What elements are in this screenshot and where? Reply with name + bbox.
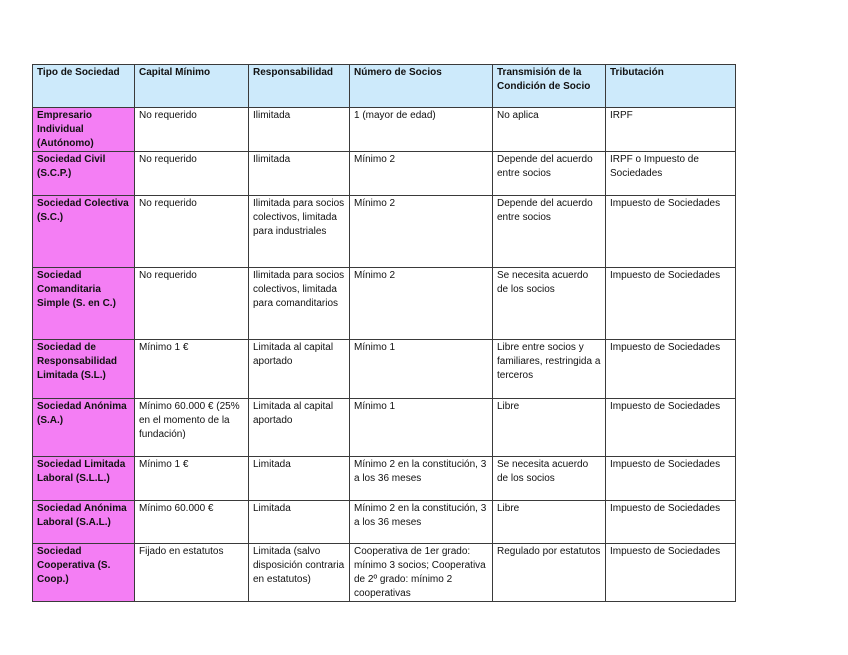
table-cell: IRPF o Impuesto de Sociedades bbox=[606, 152, 736, 196]
table-cell: Ilimitada para socios colectivos, limitada para industriales bbox=[249, 196, 350, 268]
table-cell: No requerido bbox=[135, 268, 249, 340]
table-cell: No requerido bbox=[135, 152, 249, 196]
table-cell: Limitada bbox=[249, 457, 350, 501]
table-cell: Impuesto de Sociedades bbox=[606, 340, 736, 399]
table-cell: Mínimo 60.000 € (25% en el momento de la fundación) bbox=[135, 399, 249, 457]
table-cell: IRPF bbox=[606, 108, 736, 152]
header-cell: Responsabilidad bbox=[249, 65, 350, 108]
table-row bbox=[33, 108, 736, 152]
header-cell: Tipo de Sociedad bbox=[33, 65, 135, 108]
table-cell: Mínimo 1 € bbox=[135, 457, 249, 501]
table-cell: Se necesita acuerdo de los socios bbox=[493, 268, 606, 340]
table-row bbox=[33, 268, 736, 340]
row-header-cell: Sociedad Anónima Laboral (S.A.L.) bbox=[33, 501, 135, 544]
table-cell: Impuesto de Sociedades bbox=[606, 457, 736, 501]
table-cell: Libre entre socios y familiares, restringida a terceros bbox=[493, 340, 606, 399]
table-cell: Mínimo 1 € bbox=[135, 340, 249, 399]
table-row bbox=[33, 457, 736, 501]
table-cell: 1 (mayor de edad) bbox=[350, 108, 493, 152]
table-cell: Mínimo 60.000 € bbox=[135, 501, 249, 544]
table-cell: Regulado por estatutos bbox=[493, 544, 606, 602]
table-cell: Fijado en estatutos bbox=[135, 544, 249, 602]
row-header-cell: Sociedad de Responsabilidad Limitada (S.L.) bbox=[33, 340, 135, 399]
company-types-table bbox=[32, 64, 736, 602]
table-cell: Impuesto de Sociedades bbox=[606, 399, 736, 457]
table-row bbox=[33, 501, 736, 544]
table-row bbox=[33, 152, 736, 196]
table-cell: No requerido bbox=[135, 196, 249, 268]
table-cell: Depende del acuerdo entre socios bbox=[493, 152, 606, 196]
row-header-cell: Sociedad Comanditaria Simple (S. en C.) bbox=[33, 268, 135, 340]
header-cell: Transmisión de la Condición de Socio bbox=[493, 65, 606, 108]
table-cell: Limitada al capital aportado bbox=[249, 399, 350, 457]
table-cell: Mínimo 2 bbox=[350, 268, 493, 340]
table-cell: Limitada bbox=[249, 501, 350, 544]
table-cell: Limitada (salvo disposición contraria en estatutos) bbox=[249, 544, 350, 602]
row-header-cell: Sociedad Cooperativa (S. Coop.) bbox=[33, 544, 135, 602]
row-header-cell: Sociedad Limitada Laboral (S.L.L.) bbox=[33, 457, 135, 501]
table-cell: Cooperativa de 1er grado: mínimo 3 socios; Cooperativa de 2º grado: mínimo 2 cooperativas bbox=[350, 544, 493, 602]
table-cell: Libre bbox=[493, 501, 606, 544]
table-cell: Ilimitada bbox=[249, 152, 350, 196]
row-header-cell: Empresario Individual (Autónomo) bbox=[33, 108, 135, 152]
row-header-cell: Sociedad Colectiva (S.C.) bbox=[33, 196, 135, 268]
row-header-cell: Sociedad Anónima (S.A.) bbox=[33, 399, 135, 457]
table-cell: Mínimo 2 en la constitución, 3 a los 36 meses bbox=[350, 457, 493, 501]
table-cell: Mínimo 1 bbox=[350, 399, 493, 457]
table-cell: Limitada al capital aportado bbox=[249, 340, 350, 399]
header-row bbox=[33, 65, 736, 108]
header-cell: Capital Mínimo bbox=[135, 65, 249, 108]
table-cell: Libre bbox=[493, 399, 606, 457]
table-cell: Ilimitada bbox=[249, 108, 350, 152]
table-row bbox=[33, 399, 736, 457]
table-row bbox=[33, 544, 736, 602]
header-cell: Número de Socios bbox=[350, 65, 493, 108]
row-header-cell: Sociedad Civil (S.C.P.) bbox=[33, 152, 135, 196]
table-cell: Se necesita acuerdo de los socios bbox=[493, 457, 606, 501]
table-cell: Impuesto de Sociedades bbox=[606, 196, 736, 268]
header-cell: Tributación bbox=[606, 65, 736, 108]
table-cell: Mínimo 2 bbox=[350, 152, 493, 196]
table-cell: Depende del acuerdo entre socios bbox=[493, 196, 606, 268]
table-cell: Impuesto de Sociedades bbox=[606, 544, 736, 602]
table-cell: Ilimitada para socios colectivos, limitada para comanditarios bbox=[249, 268, 350, 340]
table-cell: Mínimo 2 en la constitución, 3 a los 36 meses bbox=[350, 501, 493, 544]
table-cell: Impuesto de Sociedades bbox=[606, 501, 736, 544]
table-cell: Impuesto de Sociedades bbox=[606, 268, 736, 340]
table-cell: No aplica bbox=[493, 108, 606, 152]
table-cell: Mínimo 1 bbox=[350, 340, 493, 399]
table-cell: Mínimo 2 bbox=[350, 196, 493, 268]
table-cell: No requerido bbox=[135, 108, 249, 152]
table-row bbox=[33, 340, 736, 399]
table-row bbox=[33, 196, 736, 268]
